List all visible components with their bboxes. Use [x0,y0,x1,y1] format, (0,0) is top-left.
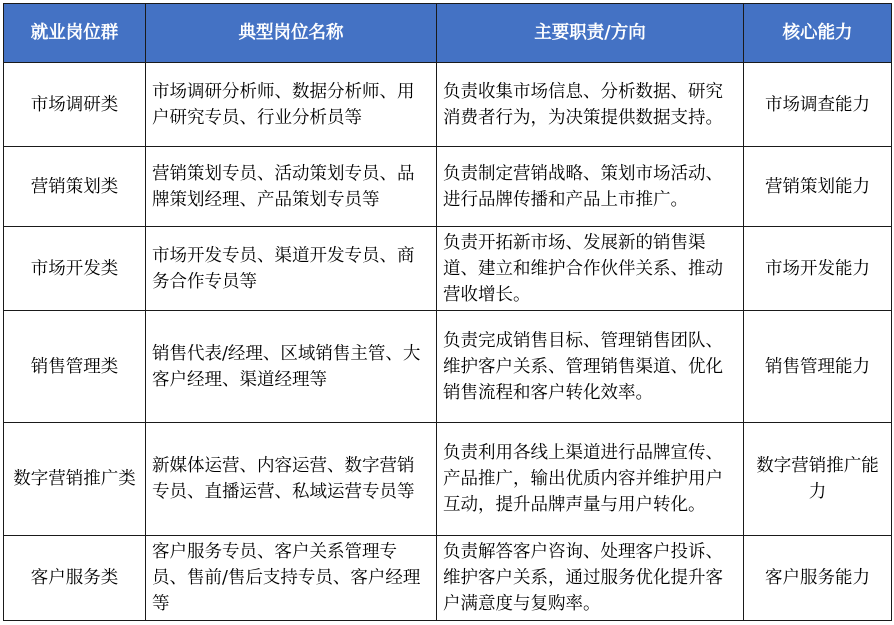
cell-core-ability: 销售管理能力 [744,311,892,423]
cell-main-duties: 负责开拓新市场、发展新的销售渠道、建立和维护合作伙伴关系、推动营收增长。 [437,227,744,311]
header-main-duties: 主要职责/方向 [437,4,744,63]
table-row [4,536,892,621]
cell-core-ability: 数字营销推广能力 [744,423,892,536]
cell-typical-titles: 市场调研分析师、数据分析师、用户研究专员、行业分析员等 [146,63,437,147]
cell-core-ability: 市场开发能力 [744,227,892,311]
cell-main-duties: 负责利用各线上渠道进行品牌宣传、产品推广，输出优质内容并维护用户互动，提升品牌声量与用户转化。 [437,423,744,536]
cell-typical-titles: 客户服务专员、客户关系管理专员、售前/售后支持专员、客户经理等 [146,536,437,621]
header-job-group: 就业岗位群 [4,4,146,63]
header-core-ability: 核心能力 [744,4,892,63]
cell-main-duties: 负责完成销售目标、管理销售团队、维护客户关系、管理销售渠道、优化销售流程和客户转化效率。 [437,311,744,423]
cell-typical-titles: 新媒体运营、内容运营、数字营销专员、直播运营、私域运营专员等 [146,423,437,536]
cell-job-group: 销售管理类 [4,311,146,423]
cell-typical-titles: 销售代表/经理、区域销售主管、大客户经理、渠道经理等 [146,311,437,423]
cell-job-group: 客户服务类 [4,536,146,621]
table-row [4,147,892,227]
job-group-table [3,3,892,621]
table-row [4,227,892,311]
table-row [4,63,892,147]
cell-job-group: 市场开发类 [4,227,146,311]
cell-job-group: 营销策划类 [4,147,146,227]
cell-typical-titles: 市场开发专员、渠道开发专员、商务合作专员等 [146,227,437,311]
cell-core-ability: 市场调查能力 [744,63,892,147]
table-row [4,311,892,423]
cell-main-duties: 负责收集市场信息、分析数据、研究消费者行为，为决策提供数据支持。 [437,63,744,147]
cell-typical-titles: 营销策划专员、活动策划专员、品牌策划经理、产品策划专员等 [146,147,437,227]
table-header-row [4,4,892,63]
cell-job-group: 市场调研类 [4,63,146,147]
cell-main-duties: 负责制定营销战略、策划市场活动、进行品牌传播和产品上市推广。 [437,147,744,227]
header-typical-titles: 典型岗位名称 [146,4,437,63]
table-row [4,423,892,536]
cell-job-group: 数字营销推广类 [4,423,146,536]
cell-core-ability: 营销策划能力 [744,147,892,227]
cell-main-duties: 负责解答客户咨询、处理客户投诉、维护客户关系，通过服务优化提升客户满意度与复购率。 [437,536,744,621]
cell-core-ability: 客户服务能力 [744,536,892,621]
